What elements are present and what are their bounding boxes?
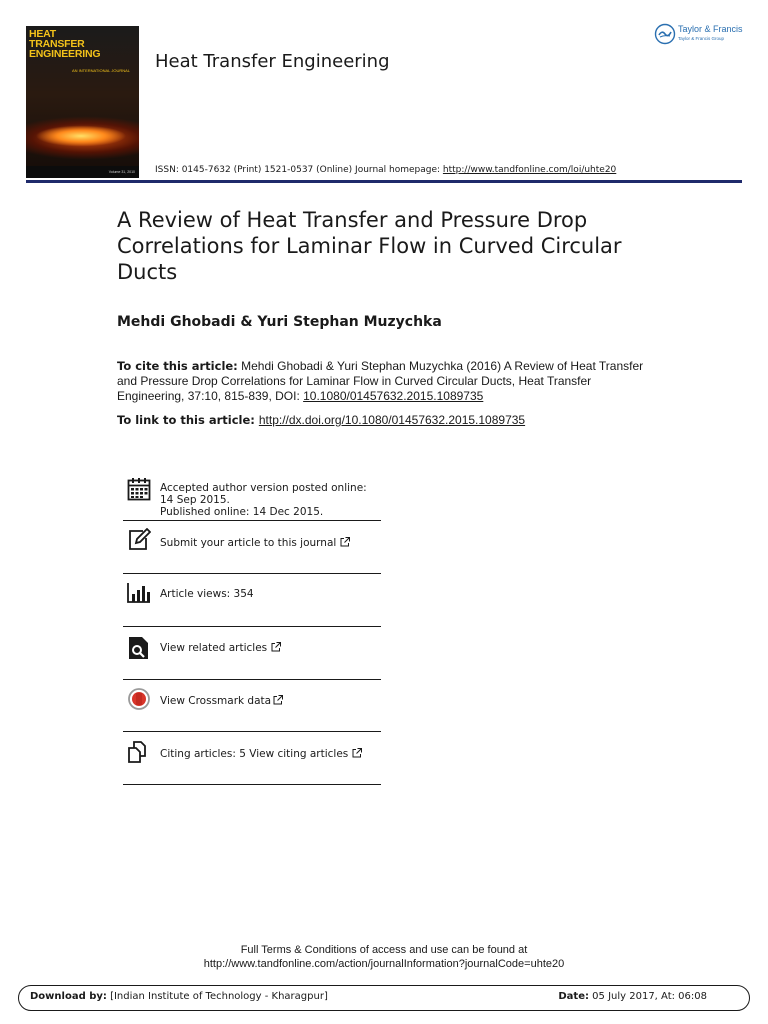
download-institution: [Indian Institute of Technology - Kharagpur]	[106, 991, 328, 1002]
crossmark-icon	[127, 688, 151, 712]
download-label: Download by:	[30, 991, 107, 1002]
publication-dates	[123, 476, 381, 520]
header-divider	[26, 180, 742, 183]
related-articles-link[interactable]: View related articles	[160, 642, 268, 654]
copy-pages-icon	[127, 740, 151, 764]
bar-chart-icon	[127, 581, 151, 605]
related-articles-row[interactable]	[123, 627, 381, 679]
crossmark-link[interactable]: View Crossmark data	[160, 695, 272, 707]
divider	[123, 784, 381, 785]
journal-title: Heat Transfer Engineering	[155, 51, 390, 72]
journal-homepage-link[interactable]: http://www.tandfonline.com/loi/uhte20	[442, 165, 617, 175]
article-title: A Review of Heat Transfer and Pressure Drop Correlations for Laminar Flow in Curved Circular Ducts	[117, 208, 622, 284]
accepted-date: Accepted author version posted online: 14 Sep 2015.	[160, 482, 367, 506]
publisher-brand: Taylor & Francis	[678, 24, 743, 34]
crossmark-row[interactable]	[123, 680, 381, 732]
cover-flame-art	[26, 106, 139, 166]
download-date: 05 July 2017, At: 06:08	[588, 991, 707, 1002]
cover-footer	[26, 166, 139, 178]
submit-article-link[interactable]: Submit your article to this journal	[160, 537, 337, 549]
publisher-group: Taylor & Francis Group	[678, 36, 725, 41]
journal-cover-image	[26, 26, 139, 178]
citation-doi-link[interactable]: 10.1080/01457632.2015.1089735	[303, 389, 484, 403]
article-views-row	[123, 574, 381, 626]
external-link-icon	[352, 748, 362, 758]
cover-volume: Volume 31, 2010	[108, 170, 135, 174]
article-doi-link[interactable]: http://dx.doi.org/10.1080/01457632.2015.1089735	[258, 413, 526, 427]
calendar-icon	[127, 477, 151, 501]
edit-icon	[127, 528, 151, 552]
citation-text: Mehdi Ghobadi & Yuri Stephan Muzychka (2016) A Review of Heat Transfer and Pressure Drop Correlations for Laminar Flow in Curved Circular Ducts, Heat Transfer Engineering, 37:10, 815-839, DOI:	[117, 359, 644, 403]
published-date: Published online: 14 Dec 2015.	[160, 506, 324, 518]
document-search-icon	[127, 636, 151, 660]
date-label: Date:	[558, 991, 589, 1002]
taylor-francis-icon	[654, 23, 676, 45]
article-views: Article views: 354	[160, 588, 254, 600]
submit-article-row[interactable]	[123, 521, 381, 573]
citing-articles-row[interactable]	[123, 732, 381, 784]
external-link-icon	[273, 695, 283, 705]
issn-line: ISSN: 0145-7632 (Print) 1521-0537 (Online) Journal homepage: http://www.tandfonline.com/loi/uhte20	[155, 165, 617, 175]
article-link-block	[117, 413, 525, 427]
terms-footer	[0, 943, 768, 971]
citation-block	[117, 359, 647, 404]
cover-title: HEAT TRANSFER ENGINEERING	[29, 28, 101, 60]
terms-url-link[interactable]: http://www.tandfonline.com/action/journalInformation?journalCode=uhte20	[203, 958, 565, 970]
link-label: To link to this article:	[117, 413, 259, 427]
article-authors: Mehdi Ghobadi & Yuri Stephan Muzychka	[117, 314, 442, 330]
publisher-logo	[654, 22, 750, 48]
citing-articles-link[interactable]: Citing articles: 5 View citing articles	[160, 748, 349, 760]
citation-label: To cite this article:	[117, 359, 238, 373]
terms-line: Full Terms & Conditions of access and use can be found at	[240, 944, 528, 956]
download-info-bar	[18, 985, 750, 1011]
external-link-icon	[271, 642, 281, 652]
cover-subtitle: AN INTERNATIONAL JOURNAL	[72, 68, 131, 73]
external-link-icon	[340, 537, 350, 547]
